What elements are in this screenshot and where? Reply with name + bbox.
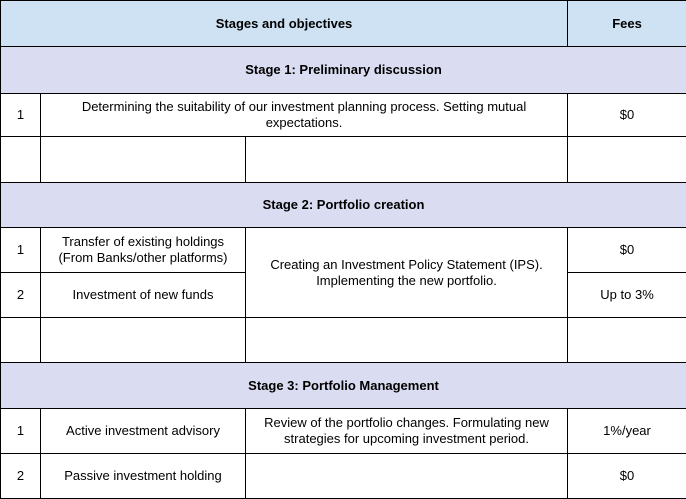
item-cell: Transfer of existing holdings (From Banks/other platforms)	[41, 228, 246, 273]
stage-2-row	[1, 183, 686, 228]
empty-cell	[246, 318, 568, 363]
fees-header: Fees	[568, 1, 686, 47]
description-cell: Review of the portfolio changes. Formulating new strategies for upcoming investment period.	[246, 409, 568, 454]
empty-cell	[1, 137, 41, 183]
empty-cell	[568, 137, 686, 183]
row-number: 2	[1, 273, 41, 318]
stage-3-title: Stage 3: Portfolio Management	[1, 363, 686, 409]
fee-cell: Up to 3%	[568, 273, 686, 318]
stage-1-row	[1, 47, 686, 94]
empty-row	[1, 318, 686, 363]
stage-2-title: Stage 2: Portfolio creation	[1, 183, 686, 228]
empty-cell	[41, 318, 246, 363]
fee-cell: $0	[568, 94, 686, 137]
row-number: 1	[1, 409, 41, 454]
fee-cell: $0	[568, 454, 686, 499]
empty-cell	[246, 454, 568, 499]
fee-cell: $0	[568, 228, 686, 273]
empty-row	[1, 137, 686, 183]
stage-1-title: Stage 1: Preliminary discussion	[1, 47, 686, 94]
empty-cell	[1, 318, 41, 363]
empty-cell	[246, 137, 568, 183]
row-number: 2	[1, 454, 41, 499]
table-row	[1, 228, 686, 273]
objective-cell: Determining the suitability of our investment planning process. Setting mutual expectations.	[41, 94, 568, 137]
empty-cell	[568, 318, 686, 363]
fee-cell: 1%/year	[568, 409, 686, 454]
table-row	[1, 94, 686, 137]
table-header-row	[1, 1, 686, 47]
item-cell: Investment of new funds	[41, 273, 246, 318]
table-row	[1, 409, 686, 454]
table-row	[1, 454, 686, 499]
shared-description-cell: Creating an Investment Policy Statement (IPS). Implementing the new portfolio.	[246, 228, 568, 318]
stage-3-row	[1, 363, 686, 409]
item-cell: Active investment advisory	[41, 409, 246, 454]
row-number: 1	[1, 228, 41, 273]
stages-header: Stages and objectives	[1, 1, 568, 47]
item-cell: Passive investment holding	[41, 454, 246, 499]
empty-cell	[41, 137, 246, 183]
row-number: 1	[1, 94, 41, 137]
